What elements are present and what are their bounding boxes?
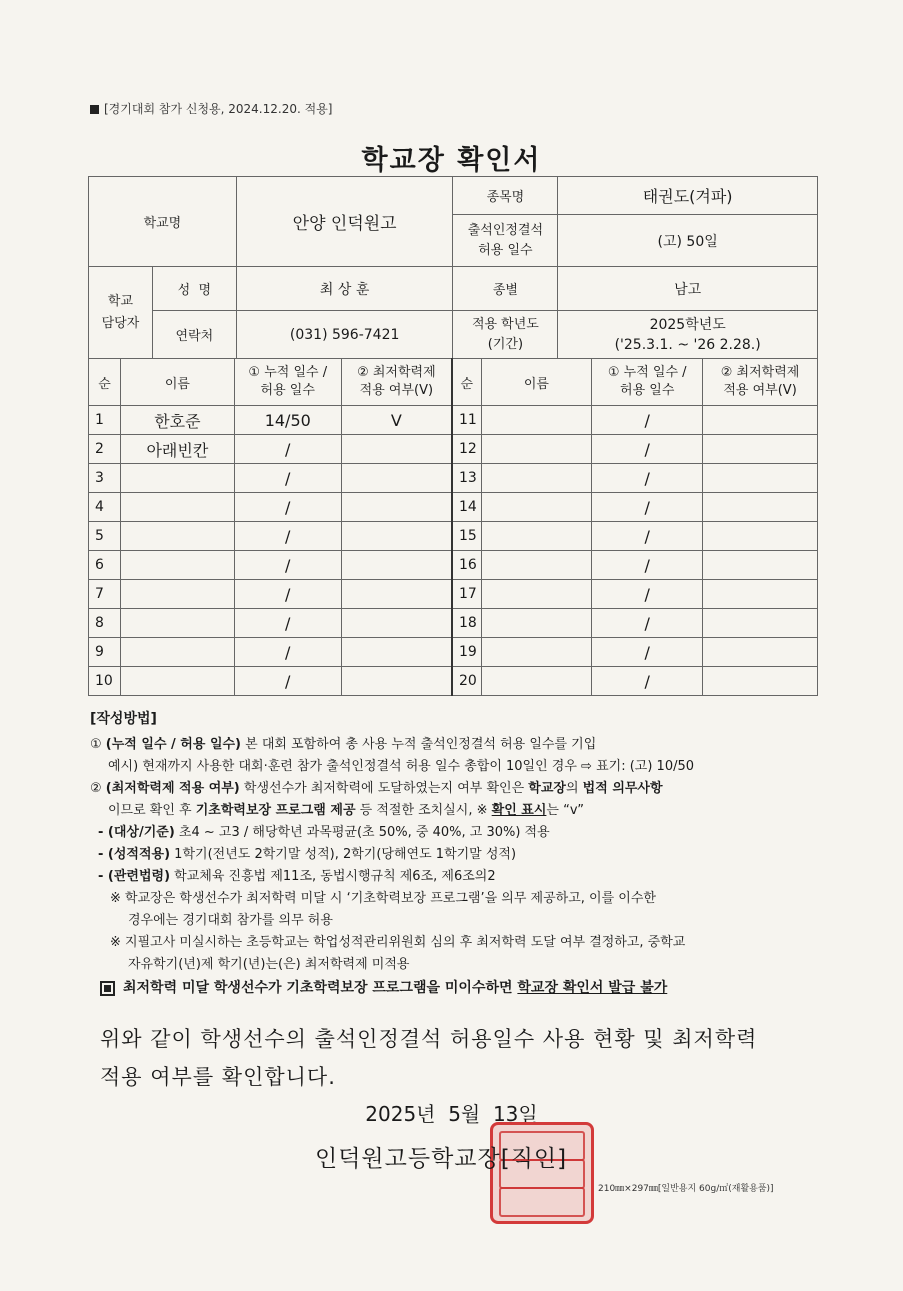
row-min bbox=[341, 667, 452, 696]
row-name bbox=[481, 638, 592, 667]
row-no: 1 bbox=[89, 406, 121, 435]
table-row bbox=[89, 522, 818, 551]
checkbox-square-icon bbox=[100, 981, 115, 996]
row-no: 11 bbox=[452, 406, 481, 435]
row-min bbox=[703, 493, 818, 522]
header-no: 순 bbox=[452, 359, 481, 406]
row-name bbox=[481, 609, 592, 638]
row-min bbox=[703, 638, 818, 667]
row-min bbox=[341, 522, 452, 551]
method-detail-law: - (관련법령) 학교체육 진흥법 제11조, 동법시행규칙 제6조, 제6조의2 bbox=[98, 869, 496, 884]
header-min: ② 최저학력제 적용 여부(V) bbox=[703, 359, 818, 406]
row-days: / bbox=[592, 609, 703, 638]
row-days: / bbox=[592, 551, 703, 580]
table-row bbox=[89, 580, 818, 609]
table-row bbox=[89, 493, 818, 522]
row-days: / bbox=[592, 638, 703, 667]
row-name bbox=[120, 667, 234, 696]
row-min bbox=[703, 580, 818, 609]
row-min bbox=[703, 435, 818, 464]
row-min bbox=[341, 551, 452, 580]
row-name bbox=[120, 609, 234, 638]
row-no: 8 bbox=[89, 609, 121, 638]
row-days: / bbox=[234, 667, 341, 696]
confirmation-text: 위와 같이 학생선수의 출석인정결석 허용일수 사용 현황 및 최저학력 적용 여부를 확인합니다. bbox=[100, 1027, 758, 1089]
row-days: / bbox=[234, 464, 341, 493]
row-name bbox=[120, 638, 234, 667]
row-name: 한호준 bbox=[120, 406, 234, 435]
row-days: / bbox=[592, 667, 703, 696]
row-min bbox=[703, 406, 818, 435]
days-value: (고) 50일 bbox=[558, 215, 818, 267]
table-row bbox=[89, 638, 818, 667]
principal-signature: 인덕원고등학교장[직인] bbox=[315, 1146, 568, 1172]
row-days: 14/50 bbox=[234, 406, 341, 435]
header-name: 이름 bbox=[120, 359, 234, 406]
manager-label: 학교 담당자 bbox=[89, 267, 153, 359]
issue-date: 2025년 5월 13일 bbox=[365, 1102, 538, 1126]
header-note: [경기대회 참가 신청용, 2024.12.20. 적용] bbox=[90, 100, 332, 117]
name-label: 성 명 bbox=[152, 267, 236, 311]
row-no: 10 bbox=[89, 667, 121, 696]
paper-spec: 210㎜×297㎜[일반용지 60g/㎡(재활용품)] bbox=[598, 1184, 774, 1194]
row-name bbox=[120, 522, 234, 551]
document-title: 학교장 확인서 bbox=[361, 145, 542, 176]
method-note-1: ※ 학교장은 학생선수가 최저학력 미달 시 ‘기초학력보장 프로그램’을 의무 제공하고, 이를 이수한 bbox=[110, 891, 656, 906]
type-label: 종별 bbox=[453, 267, 558, 311]
table-row bbox=[89, 667, 818, 696]
method-detail-grades: - (성적적용) 1학기(전년도 2학기말 성적), 2학기(당해연도 1학기말 성적) bbox=[98, 847, 517, 862]
row-days: / bbox=[592, 522, 703, 551]
row-no: 2 bbox=[89, 435, 121, 464]
row-min bbox=[703, 551, 818, 580]
row-no: 7 bbox=[89, 580, 121, 609]
row-name bbox=[481, 522, 592, 551]
row-days: / bbox=[592, 435, 703, 464]
row-no: 9 bbox=[89, 638, 121, 667]
event-value: 태권도(겨파) bbox=[558, 177, 818, 215]
contact-label: 연락처 bbox=[152, 311, 236, 359]
method-note-2-line2: 자유학기(년)제 학기(년)는(은) 최저학력제 미적용 bbox=[128, 957, 410, 972]
row-days: / bbox=[234, 435, 341, 464]
header-min: ② 최저학력제 적용 여부(V) bbox=[341, 359, 452, 406]
header-no: 순 bbox=[89, 359, 121, 406]
row-days: / bbox=[234, 638, 341, 667]
row-min bbox=[703, 464, 818, 493]
row-min bbox=[703, 609, 818, 638]
row-days: / bbox=[234, 609, 341, 638]
row-name bbox=[120, 493, 234, 522]
row-no: 5 bbox=[89, 522, 121, 551]
contact-value: (031) 596-7421 bbox=[236, 311, 453, 359]
school-label: 학교명 bbox=[89, 177, 237, 267]
row-no: 6 bbox=[89, 551, 121, 580]
school-value: 안양 인덕원고 bbox=[236, 177, 453, 267]
row-days: / bbox=[592, 464, 703, 493]
header-name: 이름 bbox=[481, 359, 592, 406]
name-value: 최 상 훈 bbox=[236, 267, 453, 311]
row-name bbox=[481, 435, 592, 464]
method-item-2-line2: 이므로 확인 후 기초학력보장 프로그램 제공 등 적절한 조치실시, ※ 확인 표시는 “v” bbox=[108, 803, 585, 818]
row-no: 15 bbox=[452, 522, 481, 551]
row-no: 20 bbox=[452, 667, 481, 696]
row-days: / bbox=[234, 493, 341, 522]
row-min bbox=[341, 580, 452, 609]
row-name: 아래빈칸 bbox=[120, 435, 234, 464]
method-note-2: ※ 지필고사 미실시하는 초등학교는 학업성적관리위원회 심의 후 최저학력 도달 여부 결정하고, 중학교 bbox=[110, 935, 686, 950]
row-name bbox=[481, 406, 592, 435]
method-section bbox=[90, 708, 820, 976]
row-days: / bbox=[592, 580, 703, 609]
official-seal-stamp bbox=[490, 1122, 594, 1224]
table-row bbox=[89, 464, 818, 493]
row-no: 18 bbox=[452, 609, 481, 638]
row-no: 3 bbox=[89, 464, 121, 493]
header-days: ① 누적 일수 / 허용 일수 bbox=[592, 359, 703, 406]
row-min: V bbox=[341, 406, 452, 435]
row-min bbox=[341, 609, 452, 638]
row-name bbox=[481, 551, 592, 580]
student-table bbox=[88, 358, 818, 696]
row-name bbox=[481, 493, 592, 522]
row-name bbox=[120, 580, 234, 609]
row-days: / bbox=[234, 522, 341, 551]
row-days: / bbox=[592, 493, 703, 522]
year-label: 적용 학년도 (기간) bbox=[453, 311, 558, 359]
event-label: 종목명 bbox=[453, 177, 558, 215]
final-note: 최저학력 미달 학생선수가 기초학력보장 프로그램을 미이수하면 학교장 확인서 발급 불가 bbox=[100, 977, 667, 997]
info-table bbox=[88, 176, 818, 359]
method-item-1-example: 예시) 현재까지 사용한 대회·훈련 참가 출석인정결석 허용 일수 총합이 10일인 경우 ⇨ 표기: (고) 10/50 bbox=[108, 759, 695, 774]
table-row bbox=[89, 406, 818, 435]
row-days: / bbox=[234, 551, 341, 580]
row-min bbox=[703, 522, 818, 551]
row-no: 13 bbox=[452, 464, 481, 493]
row-name bbox=[120, 551, 234, 580]
header-days: ① 누적 일수 / 허용 일수 bbox=[234, 359, 341, 406]
row-name bbox=[481, 667, 592, 696]
row-no: 17 bbox=[452, 580, 481, 609]
row-min bbox=[703, 667, 818, 696]
row-no: 12 bbox=[452, 435, 481, 464]
year-value: 2025학년도 ('25.3.1. ~ '26 2.28.) bbox=[558, 311, 818, 359]
table-header-row bbox=[89, 359, 818, 406]
square-bullet-icon bbox=[90, 105, 99, 114]
row-name bbox=[120, 464, 234, 493]
row-name bbox=[481, 464, 592, 493]
method-note-1-line2: 경우에는 경기대회 참가를 의무 허용 bbox=[128, 913, 333, 928]
row-min bbox=[341, 638, 452, 667]
row-days: / bbox=[234, 580, 341, 609]
method-detail-target: - (대상/기준) 초4 ~ 고3 / 해당학년 과목평균(초 50%, 중 40%, 고 30%) 적용 bbox=[98, 825, 550, 840]
row-no: 16 bbox=[452, 551, 481, 580]
row-no: 4 bbox=[89, 493, 121, 522]
row-days: / bbox=[592, 406, 703, 435]
method-heading: [작성방법] bbox=[90, 711, 157, 727]
method-item-2: ② (최저학력제 적용 여부) 학생선수가 최저학력에 도달하였는지 여부 확인은 학교장의 법적 의무사항 bbox=[90, 781, 663, 796]
table-row bbox=[89, 609, 818, 638]
row-no: 19 bbox=[452, 638, 481, 667]
row-min bbox=[341, 464, 452, 493]
days-label: 출석인정결석 허용 일수 bbox=[453, 215, 558, 267]
table-row bbox=[89, 551, 818, 580]
row-name bbox=[481, 580, 592, 609]
row-min bbox=[341, 493, 452, 522]
row-min bbox=[341, 435, 452, 464]
type-value: 남고 bbox=[558, 267, 818, 311]
row-no: 14 bbox=[452, 493, 481, 522]
method-item-1: ① (누적 일수 / 허용 일수) 본 대회 포함하여 총 사용 누적 출석인정결석 허용 일수를 기입 bbox=[90, 737, 597, 752]
table-row bbox=[89, 435, 818, 464]
